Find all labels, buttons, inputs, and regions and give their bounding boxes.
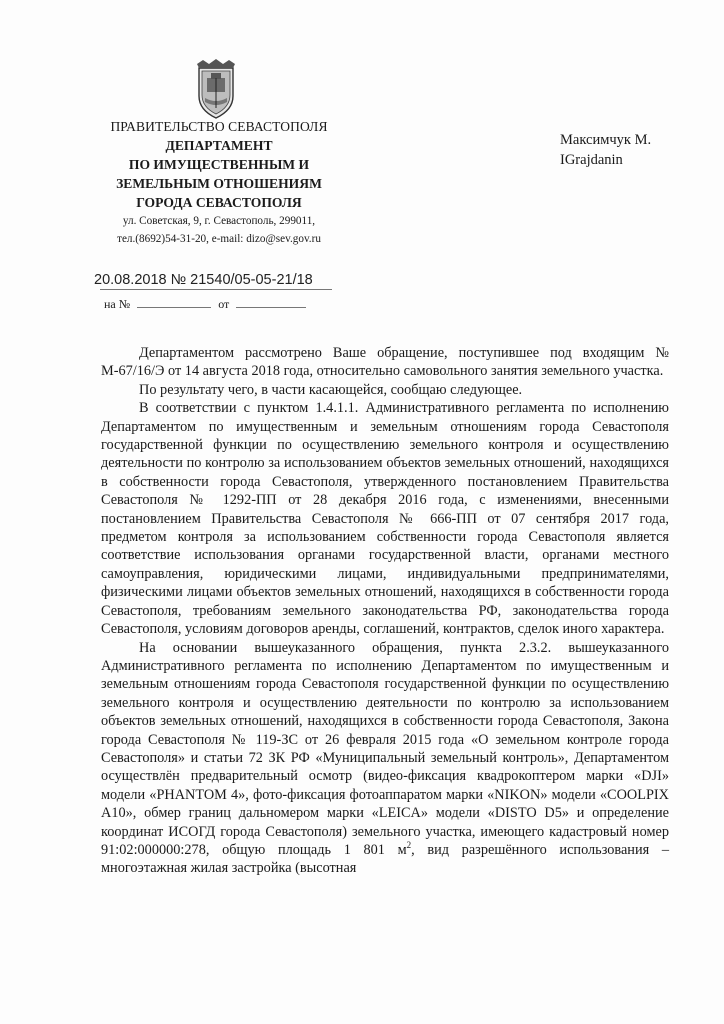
area-unit-superscript: 2	[406, 840, 412, 851]
department-address: ул. Советская, 9, г. Севастополь, 299011,	[122, 215, 316, 227]
body-paragraph-4-tail: , вид разрешённого использования – многоэтажная жилая застройка (высотная	[101, 841, 669, 877]
letter-body	[101, 344, 669, 878]
coat-of-arms-icon	[193, 58, 239, 120]
reference-number-blank	[137, 297, 211, 308]
department-name-line-1: ДЕПАРТАМЕНТ	[165, 138, 273, 153]
reference-line	[104, 297, 310, 312]
government-name: ПРАВИТЕЛЬСТВО СЕВАСТОПОЛЯ	[110, 119, 328, 134]
registration-number: 20.08.2018 № 21540/05-05-21/18	[94, 272, 313, 288]
reference-from: от	[218, 297, 230, 311]
recipient-username: IGrajdanin	[560, 152, 623, 168]
department-name-line-3: ЗЕМЕЛЬНЫМ ОТНОШЕНИЯМ	[116, 176, 322, 191]
recipient-name: Максимчук М.	[560, 132, 652, 148]
department-contacts: тел.(8692)54-31-20, e-mail: dizo@sev.gov.ru	[117, 233, 321, 245]
department-name-line-4: ГОРОДА СЕВАСТОПОЛЯ	[136, 195, 302, 210]
reference-date-blank	[236, 297, 306, 308]
body-paragraph-4-text: На основании вышеуказанного обращения, пункта 2.3.2. вышеуказанного Административного регламента по исполнению Департаментом по имущественным и земельным отношениям города Севастополя государственной функции по осуществлению земельного контроля и осуществлению деятельности по контролю за использованием объектов земельных отношений, находящихся в собственности города Севастополя, Закона города Севастополя № 119-ЗС от 26 февраля 2015 года «О земельном контроле города Севастополя» и статьи 72 ЗК РФ «Муниципальный земельный контроль», Департаментом осуществлён предварительный осмотр (видео-фиксация квадрокоптером марки «DJI» модели «PHANTOM 4», фото-фиксация фотоаппаратом марки «NIKON» модели «COOLPIX A10», обмер границ дальномером марки «LEICA» модели «DISTO D5» и определение координат ИСОГД города Севастополя) земельного участка, имеющего кадастровый номер 91:02:000000:278, общую площадь 1 801 м	[101, 639, 669, 858]
sender-header	[88, 118, 350, 248]
body-paragraph-3: В соответствии с пунктом 1.4.1.1. Административного регламента по исполнению Департаментом по имущественным и земельным отношениям города Севастополя государственной функции по осуществлению земельного контроля и осуществлению деятельности по контролю за использованием объектов земельных отношений, находящихся в собственности города Севастополя, утвержденного постановлением Правительства Севастополя № 1292-ПП от 28 декабря 2016 года, с изменениями, внесенными постановлением Правительства Севастополя № 666-ПП от 07 сентября 2017 года, предметом контроля за использованием собственности города Севастополя является соответствие использования органами государственной власти, органами местного самоуправления, юридическими лицами, индивидуальными предпринимателями, физическими лицами объектов земельных отношений, находящихся в собственности города Севастополя, требованиям земельного законодательства РФ, законодательства города Севастополя, условиям договоров аренды, соглашений, контрактов, сделок иного характера.	[101, 400, 669, 638]
reference-prefix: на №	[104, 297, 131, 311]
department-name-line-2: ПО ИМУЩЕСТВЕННЫМ И	[128, 157, 310, 172]
body-paragraph-2: По результату чего, в части касающейся, сообщаю следующее.	[139, 381, 523, 398]
recipient-block	[560, 130, 651, 170]
registration-underline	[100, 289, 332, 290]
body-paragraph-4	[101, 639, 669, 878]
body-paragraph-1: Департаментом рассмотрено Ваше обращение, поступившее под входящим № М-67/16/Э от 14 августа 2018 года, относительно самовольного занятия земельного участка.	[101, 345, 669, 380]
